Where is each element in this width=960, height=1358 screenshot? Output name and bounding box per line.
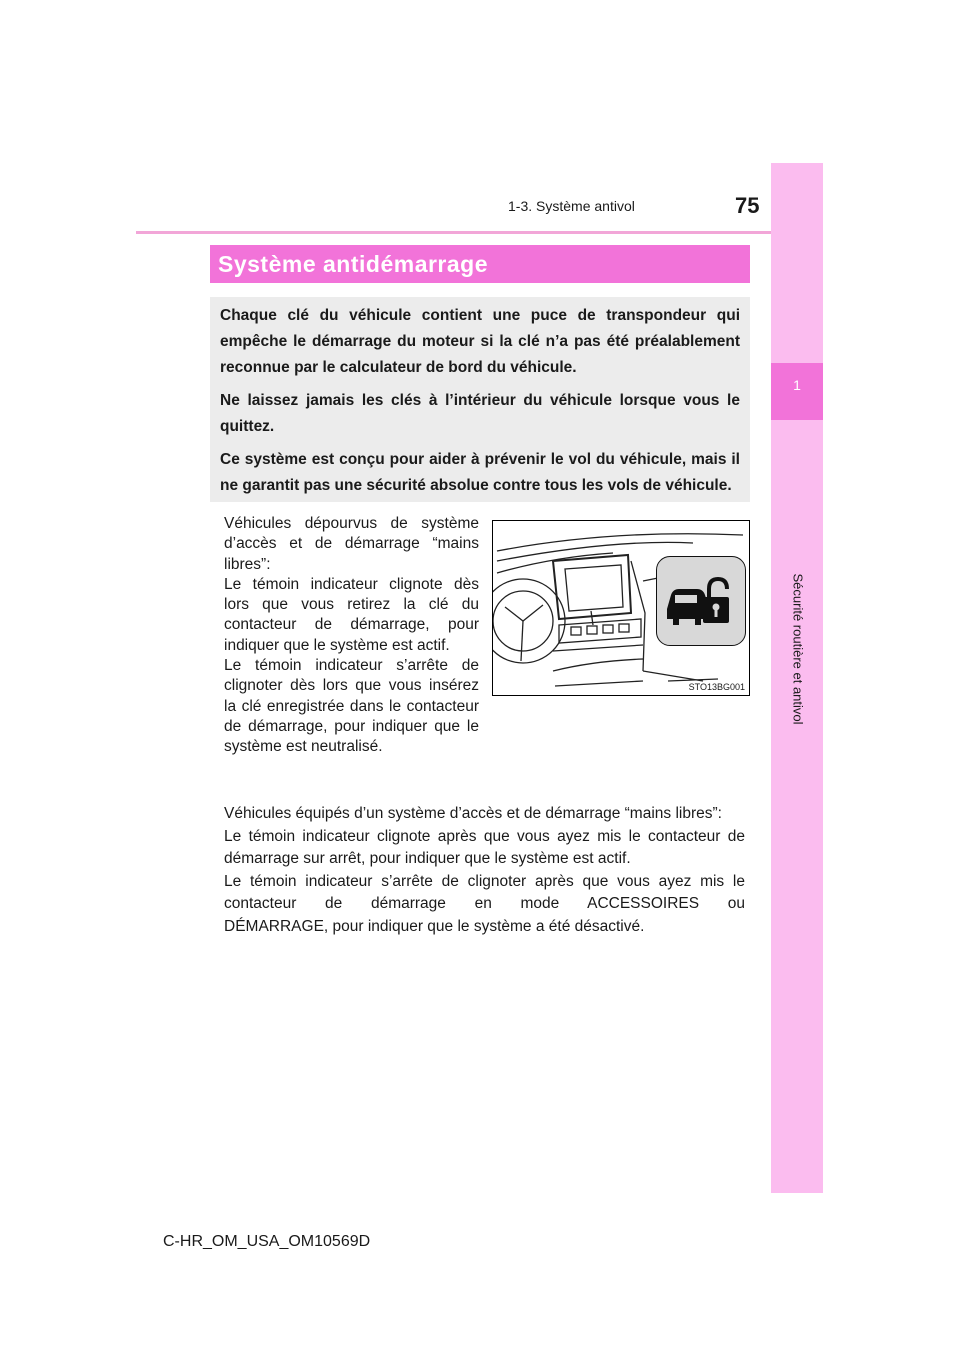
- text-line: Véhicules équipés d’un système d’accès et de démarrage “mains libres”:: [224, 805, 722, 822]
- text-line: DÉMARRAGE, pour indiquer que le système a été désactivé.: [224, 917, 645, 935]
- bottom-text: [224, 803, 745, 938]
- header-rule: [136, 231, 823, 234]
- page-number: 75: [735, 193, 760, 218]
- chapter-number: 1: [793, 377, 801, 393]
- intro-paragraph: Chaque clé du véhicule contient une puce de transpondeur qui empêche le démarrage du moteur si la clé n’a pas été préalablement reconnue par le calculateur de bord du véhicule.: [220, 307, 740, 376]
- heading-bar: [210, 245, 750, 283]
- text-line: Le témoin indicateur s’arrête de clignoter après que vous ayez mis le contacteur de démarrage en mode ACCESSOIRES ou: [224, 872, 745, 912]
- left-column-text: [224, 514, 479, 758]
- section-title: 1-3. Système antivol: [508, 198, 635, 214]
- intro-paragraph: Ne laissez jamais les clés à l’intérieur du véhicule lorsque vous le quittez.: [220, 392, 740, 435]
- figure-code: STO13BG001: [688, 682, 745, 692]
- car-lock-icon: [657, 557, 745, 645]
- text-line: Le témoin indicateur s’arrête de clignoter dès lors que vous insérez la clé enregistrée dans le contacteur de démarrage, pour indiquer que le système est neutralisé.: [224, 657, 479, 756]
- footer-code: C-HR_OM_USA_OM10569D: [163, 1233, 371, 1250]
- text-line: Véhicules dépourvus de système d’accès et de démarrage “mains libres”:: [224, 515, 479, 573]
- text-line: Le témoin indicateur clignote dès lors que vous retirez la clé du contacteur de démarrage, pour indiquer que le système est actif.: [224, 575, 479, 654]
- page-heading: Système antidémarrage: [218, 251, 489, 277]
- chapter-label: [797, 574, 798, 628]
- text-line: Le témoin indicateur clignote après que vous ayez mis le contacteur de démarrage sur arrêt, pour indiquer que le système est actif.: [224, 827, 745, 867]
- intro-paragraph: Ce système est conçu pour aider à prévenir le vol du véhicule, mais il ne garantit pas une sécurité absolue contre tous les vols de véhicule.: [220, 451, 740, 494]
- dashboard-illustration: [492, 520, 750, 696]
- indicator-callout: [656, 556, 746, 646]
- intro-box: [210, 297, 750, 502]
